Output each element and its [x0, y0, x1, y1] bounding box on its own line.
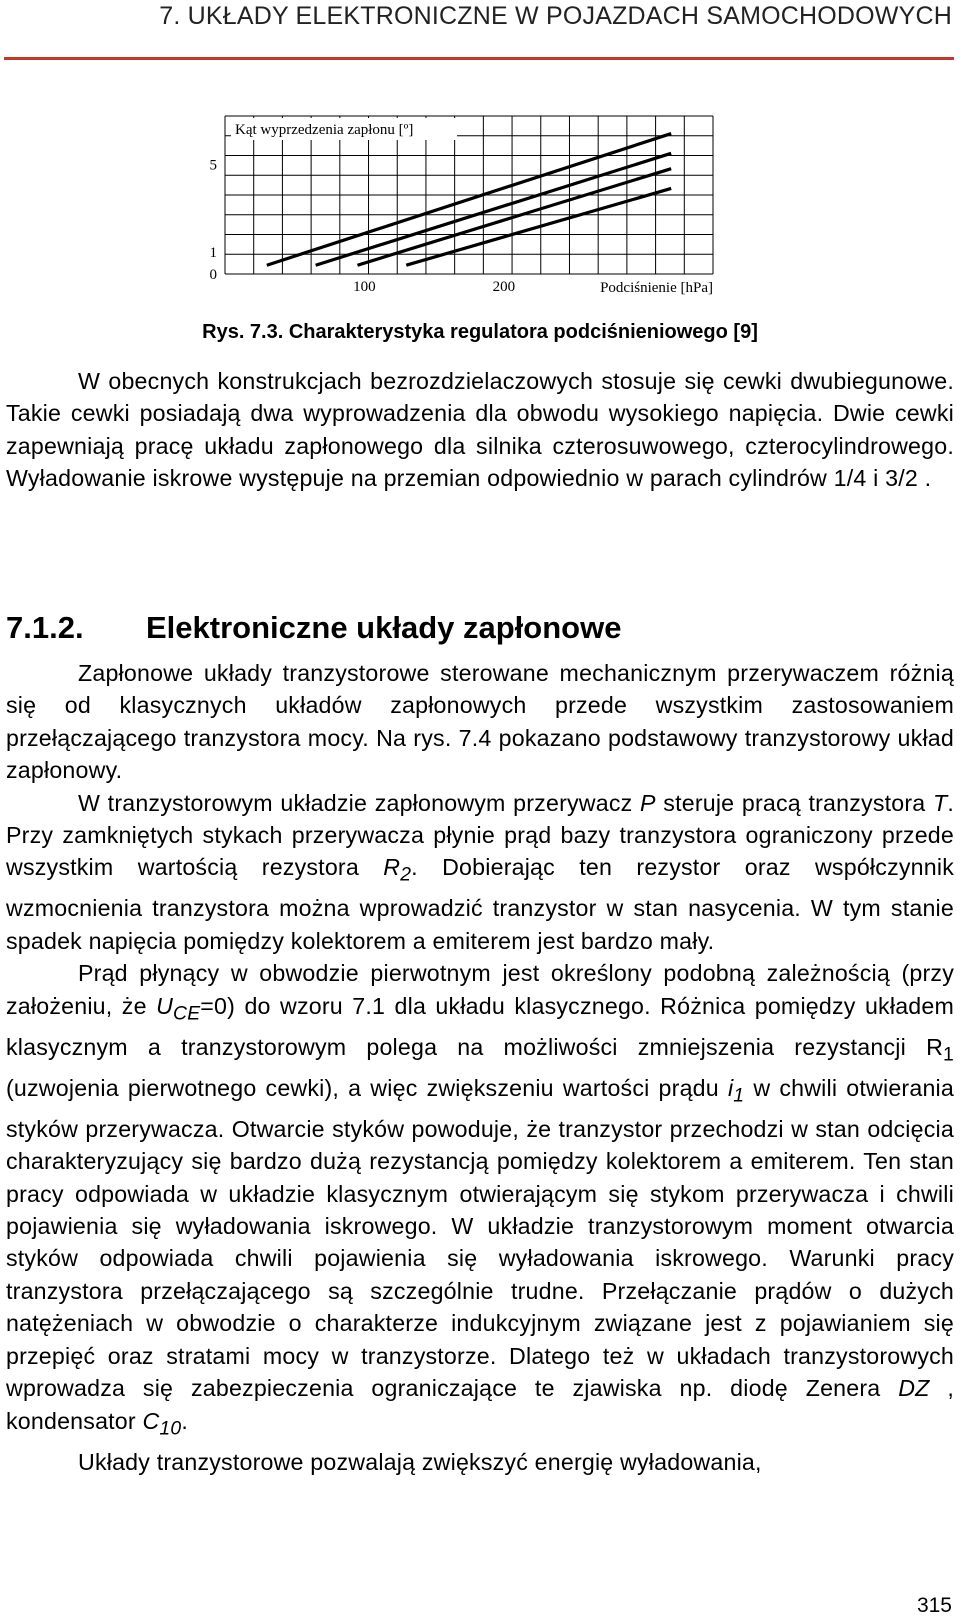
p4-var-u: U: [156, 992, 174, 1019]
p4-text-1: Prąd płynący w obwodzie pierwotnym jest określony podobną zależnością (przy założeniu, że: [6, 960, 954, 1019]
p3-var-r-sub: 2: [400, 865, 412, 887]
paragraph-5: Układy tranzystorowe pozwalają zwiększyć energię wyładowania,: [78, 1448, 762, 1475]
p3-var-p: P: [640, 789, 656, 816]
x-tick-label: 200: [492, 279, 516, 295]
p4-var-i-sub: 1: [733, 1085, 745, 1107]
p3-text-1: W tranzystorowym układzie zapłonowym przerywacz: [78, 789, 641, 816]
p4-text-6: .: [181, 1407, 188, 1434]
section-title: Elektroniczne układy zapłonowe: [146, 610, 622, 645]
header-rule: [4, 57, 954, 60]
p4-var-i1: [727, 1074, 745, 1107]
paragraph-1: [6, 365, 954, 495]
p3-text-2: steruje pracą tranzystora: [655, 789, 933, 816]
p3-var-r2: [383, 854, 412, 887]
p4-var-c10: [142, 1407, 182, 1440]
p3-text-3: . Przy zamkniętych stykach przerywacza płynie prąd bazy tranzystora ograniczony przede wszystkim wartością rezystora: [6, 789, 954, 881]
paragraph-2: Zapłonowe układy tranzystorowe sterowane mechanicznym przerywaczem różnią się od klasycznych układów zapłonowych przede wszystkim zastosowaniem przełączającego tranzystora mocy. Na rys. 7.4 pokazano podstawowy tranzystorowy układ zapłonowy.: [6, 660, 954, 784]
p4-text-5: , kondensator: [6, 1375, 954, 1434]
paragraph-4: [6, 957, 954, 1445]
y-tick-label: 1: [209, 245, 217, 262]
p4-r1-sub: 1: [943, 1044, 954, 1066]
p4-var-dz: DZ: [898, 1375, 930, 1402]
figure-caption: Rys. 7.3. Charakterystyka regulatora podciśnieniowego [9]: [202, 321, 758, 343]
p4-var-i: i: [727, 1074, 734, 1101]
vacuum-advance-chart: [205, 112, 745, 312]
body-text: [6, 657, 954, 1478]
p4-var-c-sub: 10: [159, 1418, 182, 1440]
y-tick-label: 5: [209, 157, 217, 174]
paragraph-3: [6, 787, 954, 958]
chart-series: [267, 134, 671, 266]
p3-text-4: . Dobierając ten rezystor oraz współczynnik wzmocnienia tranzystora można wprowadzić tranzystor w stan nasycenia. W tym stanie spadek napięcia pomiędzy kolektorem a emiterem jest bardzo mały.: [6, 854, 954, 954]
p3-var-t: T: [932, 789, 948, 816]
p4-text-2: =0) do wzoru 7.1 dla układu klasycznego. Różnica pomiędzy układem klasycznym a tranzystorowym polega na możliwości zmniejszenia rezystancji R: [6, 992, 955, 1060]
p4-text-4: w chwili otwierania styków przerywacza. Otwarcie styków powoduje, że tranzystor przechodzi w stan odcięcia charakteryzujący się bardzo dużą rezystancją pomiędzy kolektorem a emiterem. Ten stan pracy odpowiada w układzie klasycznym otwierającym się stykom przerywacza i chwili pojawienia się wyładowania iskrowego. W układzie tranzystorowym moment otwarcia styków odpowiada chwili pojawienia się wyładowania iskrowego. Warunki pracy tranzystora przełączającego są szczególnie trudne. Przełączanie prądów o dużych natężeniach w obwodzie o charakterze indukcyjnym związane jest z pojawianiem się przepięć oraz stratami mocy w tranzystorze. Dlatego też w układach tranzystorowych wprowadza się zabezpieczenia ograniczające te zjawiska np. diodę Zenera: [6, 1074, 954, 1402]
p4-var-c: C: [142, 1407, 160, 1434]
page-number: 315: [916, 1594, 952, 1617]
section-heading: [6, 610, 621, 646]
series-line-4: [406, 188, 671, 265]
chart-title: Kąt wyprzedzenia zapłonu [º]: [235, 122, 414, 138]
p4-var-uce: [156, 992, 201, 1025]
paragraph-1-text: W obecnych konstrukcjach bezrozdzielaczowych stosuje się cewki dwubiegunowe. Takie cewki posiadają dwa wyprowadzenia dla obwodu wysokiego napięcia. Dwie cewki zapewniają pracę układu zapłonowego dla silnika czterosuwowego, czterocylindrowego. Wyładowanie iskrowe występuje na przemian odpowiednio w parach cylindrów 1/4 i 3/2 .: [6, 368, 954, 492]
running-header: 7. UKŁADY ELEKTRONICZNE W POJAZDACH SAMOCHODOWYCH: [159, 2, 952, 30]
p4-text-3: (uzwojenia pierwotnego cewki), a więc zwiększeniu wartości prądu: [6, 1074, 728, 1101]
chart-xlabel: Podciśnienie [hPa]: [600, 280, 713, 296]
p4-var-u-sub: CE: [173, 1003, 201, 1025]
section-number: 7.1.2.: [6, 610, 84, 645]
y-tick-label: 0: [209, 267, 217, 283]
p3-var-r: R: [383, 854, 401, 881]
chart-svg: [205, 112, 745, 312]
x-tick-label: 100: [353, 279, 376, 295]
